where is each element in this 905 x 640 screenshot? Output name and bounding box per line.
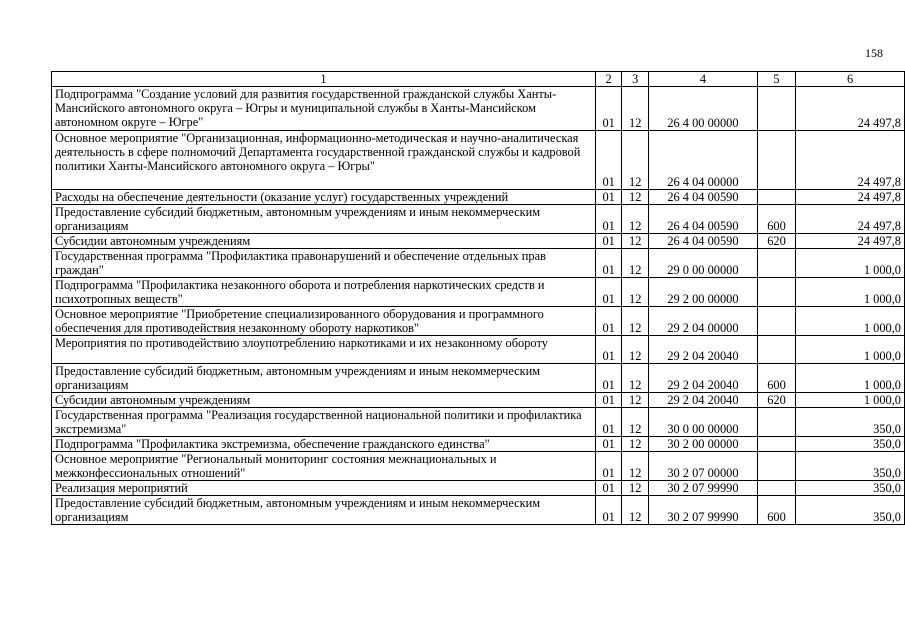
table-row <box>52 393 905 408</box>
row-section-cell: 01 <box>595 249 622 278</box>
row-name-cell: Основное мероприятие "Приобретение специализированного оборудования и программного обеспечения для противодействия незаконному обороту наркотиков" <box>52 307 596 336</box>
row-target-article-cell: 26 4 00 00000 <box>649 87 758 131</box>
table-row <box>52 481 905 496</box>
table-row <box>52 234 905 249</box>
row-target-article-cell: 30 2 07 99990 <box>649 496 758 525</box>
row-subsection-cell: 12 <box>622 481 649 496</box>
row-amount-cell: 1 000,0 <box>796 278 905 307</box>
row-subsection-cell: 12 <box>622 496 649 525</box>
row-expense-type-cell <box>757 131 795 190</box>
row-expense-type-cell <box>757 249 795 278</box>
table-row <box>52 437 905 452</box>
row-amount-cell: 24 497,8 <box>796 87 905 131</box>
row-expense-type-cell <box>757 408 795 437</box>
row-amount-cell: 24 497,8 <box>796 190 905 205</box>
row-target-article-cell: 26 4 04 00590 <box>649 234 758 249</box>
row-subsection-cell: 12 <box>622 393 649 408</box>
row-expense-type-cell: 600 <box>757 205 795 234</box>
row-target-article-cell: 30 0 00 00000 <box>649 408 758 437</box>
row-amount-cell: 350,0 <box>796 408 905 437</box>
column-header: 3 <box>622 72 649 87</box>
row-name-cell: Предоставление субсидий бюджетным, автономным учреждениям и иным некоммерческим организациям <box>52 496 596 525</box>
row-amount-cell: 24 497,8 <box>796 234 905 249</box>
table-row <box>52 131 905 190</box>
table-row <box>52 408 905 437</box>
row-target-article-cell: 30 2 00 00000 <box>649 437 758 452</box>
column-header: 6 <box>796 72 905 87</box>
row-subsection-cell: 12 <box>622 87 649 131</box>
column-header: 2 <box>595 72 622 87</box>
table-row <box>52 364 905 393</box>
row-target-article-cell: 29 2 04 00000 <box>649 307 758 336</box>
row-section-cell: 01 <box>595 307 622 336</box>
table-row <box>52 452 905 481</box>
row-target-article-cell: 29 2 04 20040 <box>649 393 758 408</box>
table-row <box>52 307 905 336</box>
row-name-cell: Субсидии автономным учреждениям <box>52 393 596 408</box>
row-amount-cell: 350,0 <box>796 481 905 496</box>
row-section-cell: 01 <box>595 234 622 249</box>
row-section-cell: 01 <box>595 496 622 525</box>
row-section-cell: 01 <box>595 87 622 131</box>
row-name-cell: Предоставление субсидий бюджетным, автономным учреждениям и иным некоммерческим организациям <box>52 364 596 393</box>
row-section-cell: 01 <box>595 278 622 307</box>
row-amount-cell: 1 000,0 <box>796 364 905 393</box>
row-expense-type-cell <box>757 452 795 481</box>
row-target-article-cell: 30 2 07 99990 <box>649 481 758 496</box>
row-amount-cell: 1 000,0 <box>796 307 905 336</box>
row-name-cell: Расходы на обеспечение деятельности (оказание услуг) государственных учреждений <box>52 190 596 205</box>
row-name-cell: Предоставление субсидий бюджетным, автономным учреждениям и иным некоммерческим организациям <box>52 205 596 234</box>
row-amount-cell: 350,0 <box>796 452 905 481</box>
row-section-cell: 01 <box>595 481 622 496</box>
row-name-cell: Реализация мероприятий <box>52 481 596 496</box>
row-target-article-cell: 29 2 04 20040 <box>649 336 758 364</box>
budget-table <box>51 71 905 525</box>
row-subsection-cell: 12 <box>622 234 649 249</box>
table-row <box>52 205 905 234</box>
row-name-cell: Подпрограмма "Создание условий для развития государственной гражданской службы Ханты-Мансийского автономного округа – Югры и муниципальной службы в Ханты-Мансийском автономном округе – Югре" <box>52 87 596 131</box>
row-subsection-cell: 12 <box>622 190 649 205</box>
table-row <box>52 249 905 278</box>
row-expense-type-cell <box>757 307 795 336</box>
row-expense-type-cell <box>757 190 795 205</box>
row-amount-cell: 350,0 <box>796 496 905 525</box>
row-subsection-cell: 12 <box>622 205 649 234</box>
row-subsection-cell: 12 <box>622 408 649 437</box>
page-number: 158 <box>865 46 883 60</box>
row-amount-cell: 350,0 <box>796 437 905 452</box>
row-section-cell: 01 <box>595 408 622 437</box>
row-subsection-cell: 12 <box>622 307 649 336</box>
row-expense-type-cell <box>757 481 795 496</box>
row-name-cell: Подпрограмма "Профилактика экстремизма, обеспечение гражданского единства" <box>52 437 596 452</box>
row-expense-type-cell: 600 <box>757 364 795 393</box>
row-subsection-cell: 12 <box>622 249 649 278</box>
table-row <box>52 190 905 205</box>
column-header: 1 <box>52 72 596 87</box>
row-section-cell: 01 <box>595 452 622 481</box>
row-target-article-cell: 26 4 04 00590 <box>649 190 758 205</box>
row-name-cell: Субсидии автономным учреждениям <box>52 234 596 249</box>
row-expense-type-cell: 620 <box>757 234 795 249</box>
row-subsection-cell: 12 <box>622 131 649 190</box>
row-target-article-cell: 26 4 04 00590 <box>649 205 758 234</box>
row-subsection-cell: 12 <box>622 278 649 307</box>
table-header-row <box>52 72 905 87</box>
row-name-cell: Государственная программа "Реализация государственной национальной политики и профилактика экстремизма" <box>52 408 596 437</box>
row-amount-cell: 24 497,8 <box>796 131 905 190</box>
table-row <box>52 336 905 364</box>
row-section-cell: 01 <box>595 437 622 452</box>
row-expense-type-cell: 620 <box>757 393 795 408</box>
row-target-article-cell: 29 2 04 20040 <box>649 364 758 393</box>
row-section-cell: 01 <box>595 393 622 408</box>
row-expense-type-cell <box>757 336 795 364</box>
row-expense-type-cell: 600 <box>757 496 795 525</box>
row-section-cell: 01 <box>595 205 622 234</box>
row-amount-cell: 24 497,8 <box>796 205 905 234</box>
row-subsection-cell: 12 <box>622 452 649 481</box>
row-target-article-cell: 29 2 00 00000 <box>649 278 758 307</box>
row-subsection-cell: 12 <box>622 437 649 452</box>
row-amount-cell: 1 000,0 <box>796 249 905 278</box>
row-target-article-cell: 26 4 04 00000 <box>649 131 758 190</box>
row-section-cell: 01 <box>595 336 622 364</box>
row-amount-cell: 1 000,0 <box>796 336 905 364</box>
row-expense-type-cell <box>757 278 795 307</box>
row-subsection-cell: 12 <box>622 336 649 364</box>
row-name-cell: Подпрограмма "Профилактика незаконного оборота и потребления наркотических средств и психотропных веществ" <box>52 278 596 307</box>
row-section-cell: 01 <box>595 190 622 205</box>
row-target-article-cell: 29 0 00 00000 <box>649 249 758 278</box>
row-section-cell: 01 <box>595 364 622 393</box>
row-name-cell: Основное мероприятие "Региональный мониторинг состояния межнациональных и межконфессиональных отношений" <box>52 452 596 481</box>
row-subsection-cell: 12 <box>622 364 649 393</box>
column-header: 5 <box>757 72 795 87</box>
table-row <box>52 496 905 525</box>
row-amount-cell: 1 000,0 <box>796 393 905 408</box>
row-expense-type-cell <box>757 437 795 452</box>
row-target-article-cell: 30 2 07 00000 <box>649 452 758 481</box>
row-section-cell: 01 <box>595 131 622 190</box>
row-name-cell: Мероприятия по противодействию злоупотреблению наркотиками и их незаконному обороту <box>52 336 596 364</box>
row-name-cell: Государственная программа "Профилактика правонарушений и обеспечение отдельных прав граждан" <box>52 249 596 278</box>
column-header: 4 <box>649 72 758 87</box>
table-row <box>52 278 905 307</box>
row-name-cell: Основное мероприятие "Организационная, информационно-методическая и научно-аналитическая деятельность в сфере полномочий Департамента государственной гражданской службы и кадровой политики Ханты-Мансийского автономного округа – Югры" <box>52 131 596 190</box>
row-expense-type-cell <box>757 87 795 131</box>
table-row <box>52 87 905 131</box>
